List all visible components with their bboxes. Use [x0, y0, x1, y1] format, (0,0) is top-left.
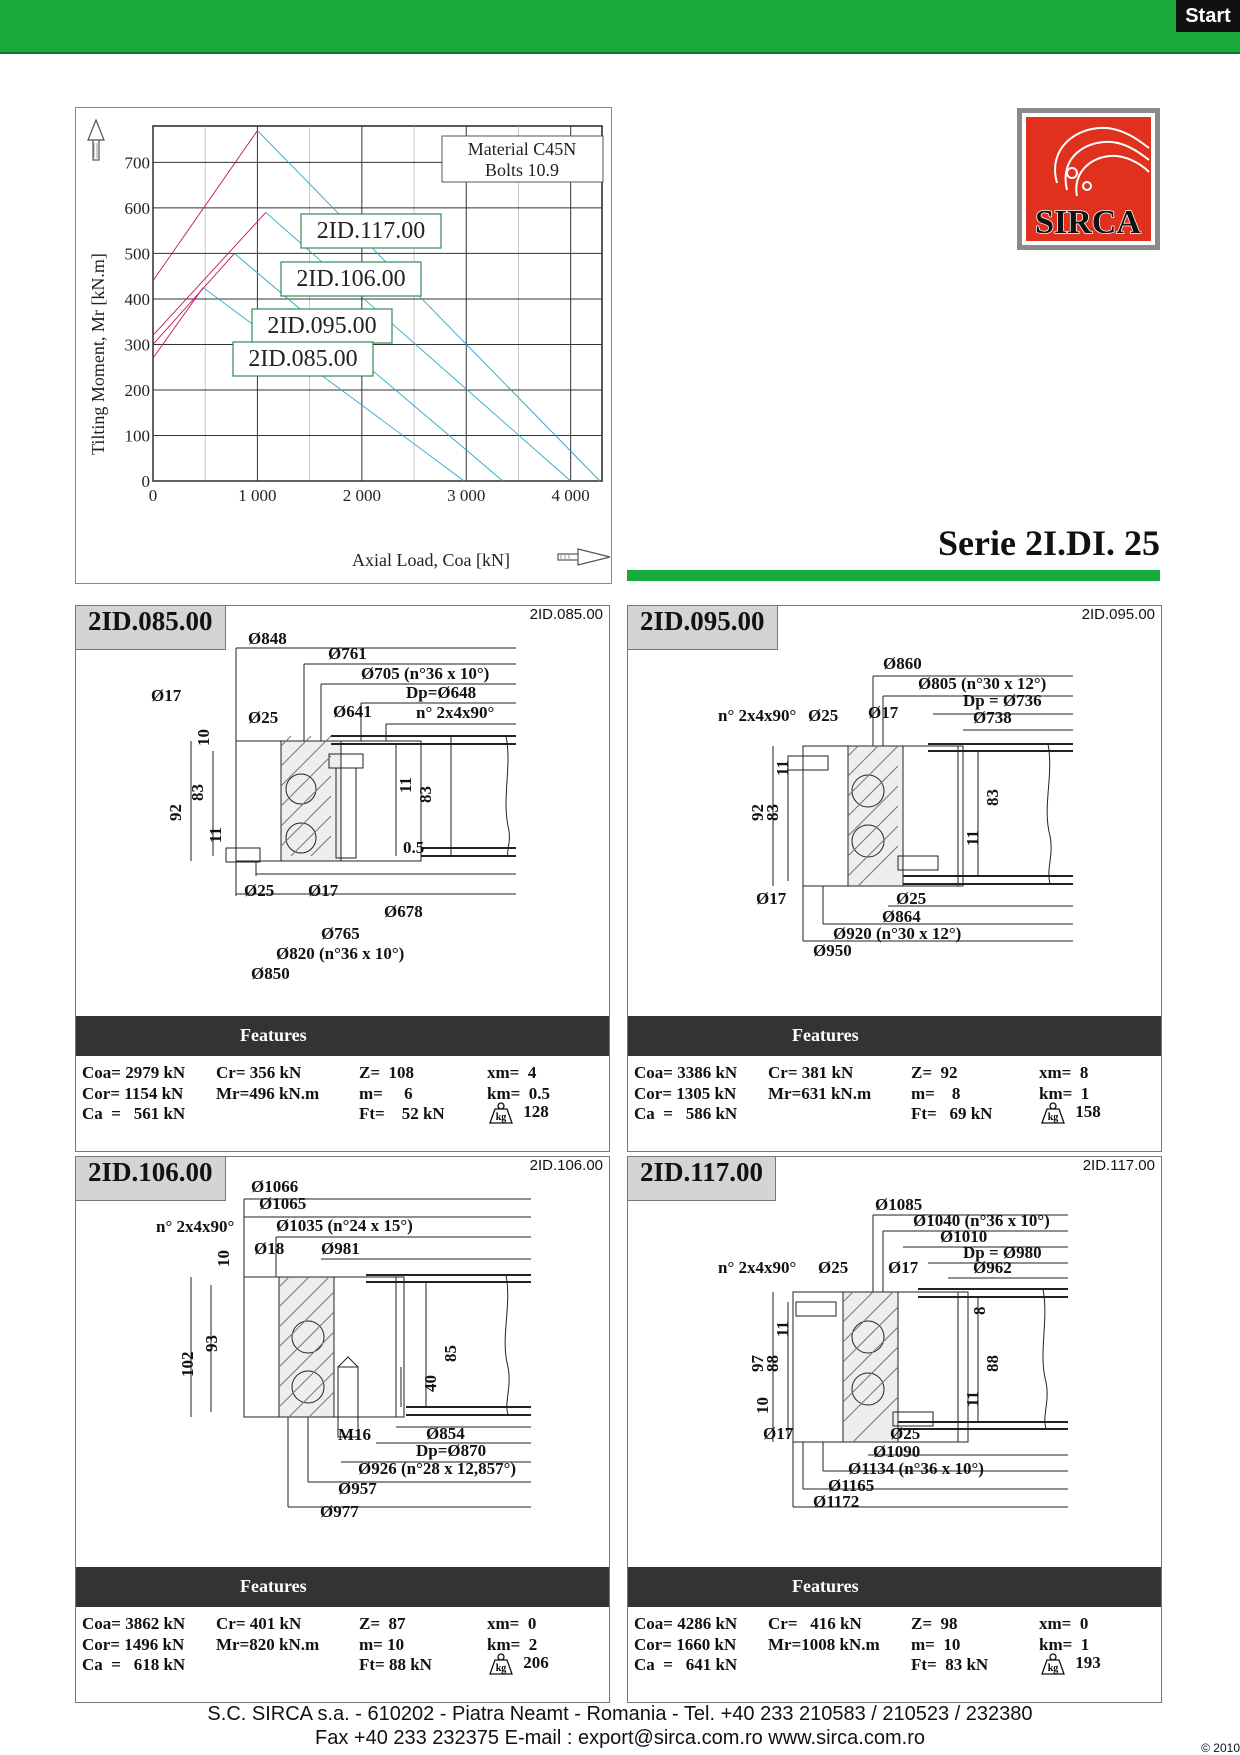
dimension-label: Ø17 — [756, 889, 787, 908]
dimension-label: 83 — [416, 786, 435, 803]
features-bar — [76, 1567, 609, 1607]
features-bar — [628, 1016, 1161, 1056]
dimension-label: Ø1134 (n°36 x 10°) — [848, 1459, 984, 1478]
spec-z: Z= 92 — [911, 1063, 958, 1082]
dimension-label: 97 — [748, 1355, 767, 1372]
dimension-label: Dp = Ø980 — [963, 1243, 1042, 1262]
dimension-label: 92 — [166, 804, 185, 821]
dimension-label: 0.5 — [403, 838, 425, 857]
dimension-label: Ø641 — [333, 702, 372, 721]
series-underline — [627, 570, 1160, 581]
panel-title: 2ID.106.00 — [76, 1157, 226, 1201]
dimension-label: Ø25 — [808, 706, 839, 725]
spec-cor: Cor= 1496 kN — [82, 1634, 185, 1654]
dimension-label: 10 — [214, 1250, 233, 1267]
load-chart-svg — [76, 108, 611, 583]
product-panel-2id106 — [75, 1156, 610, 1703]
weight — [487, 1102, 549, 1124]
dimension-label: Ø850 — [251, 964, 290, 983]
footer-address: S.C. SIRCA s.a. - 610202 - Piatra Neamt - Romania - Tel. +40 233 210583 / 210523 / 232380 — [207, 1703, 1033, 1725]
spec-m: m= 8 — [911, 1083, 961, 1103]
spec-z: Z= 98 — [911, 1614, 958, 1633]
spec-mr: Mr=1008 kN.m — [768, 1634, 880, 1654]
dimension-label: Ø18 — [254, 1239, 285, 1258]
spec-mr: Mr=631 kN.m — [768, 1083, 872, 1103]
spec-ft: Ft= 83 kN — [911, 1655, 989, 1674]
spec-ca: Ca = 618 kN — [82, 1655, 186, 1674]
y-tick-label: 600 — [124, 198, 150, 218]
x-tick-label: 0 — [148, 486, 158, 505]
series-title: Serie 2I.DI. 25 — [938, 523, 1160, 563]
y-tick-label: 400 — [124, 289, 150, 309]
dimension-label: 102 — [178, 1351, 197, 1377]
dimension-label: Ø860 — [883, 654, 922, 673]
dimension-label: Ø820 (n°36 x 10°) — [276, 944, 405, 963]
technical-drawing-2id117 — [628, 1157, 1161, 1567]
spec-km: km= 1 — [1039, 1083, 1090, 1103]
spec-km: km= 1 — [1039, 1634, 1090, 1654]
product-panel-2id117 — [627, 1156, 1162, 1703]
dimension-label: 11 — [773, 1320, 792, 1337]
dimension-label: Ø1090 — [873, 1442, 921, 1461]
spec-xm: xm= 8 — [1039, 1063, 1089, 1082]
dimension-label: Ø25 — [890, 1424, 921, 1443]
dimension-label: 10 — [753, 1397, 772, 1414]
dimension-label: Ø1010 — [940, 1227, 988, 1246]
logo-text: SIRCA — [1035, 204, 1141, 241]
spec-z: Z= 87 — [359, 1614, 406, 1633]
spec-cr: Cr= 356 kN — [216, 1063, 302, 1082]
series-label: 2ID.106.00 — [296, 266, 406, 292]
dimension-label: 40 — [421, 1375, 440, 1392]
dimension-label: Ø926 (n°28 x 12,857°) — [358, 1459, 517, 1478]
dimension-label: Ø1035 (n°24 x 15°) — [276, 1216, 413, 1235]
footer — [0, 1702, 1240, 1750]
y-tick-label: 700 — [124, 153, 150, 173]
spec-coa: Coa= 3386 kN — [634, 1063, 738, 1082]
weight-icon — [487, 1653, 515, 1675]
weight-icon — [1039, 1102, 1067, 1124]
dimension-label: n° 2x4x90° — [416, 703, 495, 722]
spec-ca: Ca = 641 kN — [634, 1655, 738, 1674]
technical-drawing-2id085 — [76, 606, 609, 1016]
spec-xm: xm= 0 — [1039, 1614, 1089, 1633]
weight-value: 206 — [523, 1653, 549, 1672]
dimension-label: Dp = Ø736 — [963, 691, 1042, 710]
dimension-label: n° 2x4x90° — [156, 1217, 235, 1236]
dimension-label: Ø1165 — [828, 1476, 875, 1495]
dimension-label: Ø678 — [384, 902, 423, 921]
spec-ft: Ft= 88 kN — [359, 1655, 432, 1674]
y-tick-label: 100 — [124, 426, 150, 446]
x-tick-label: 3 000 — [447, 486, 486, 505]
features-label: Features — [792, 1025, 859, 1045]
dimension-label: 11 — [773, 759, 792, 776]
dimension-label: Ø950 — [813, 941, 852, 960]
dimension-label: Ø17 — [151, 686, 182, 705]
spec-mr: Mr=820 kN.m — [216, 1634, 320, 1654]
spec-cr: Cr= 401 kN — [216, 1614, 302, 1633]
dimension-label: M16 — [338, 1425, 372, 1444]
spec-m: m= 10 — [911, 1634, 961, 1654]
weight-value: 128 — [523, 1102, 549, 1121]
spec-cr: Cr= 381 kN — [768, 1063, 854, 1082]
spec-ft: Ft= 52 kN — [359, 1104, 445, 1123]
top-bar — [0, 0, 1240, 54]
chart-xlabel: Axial Load, Coa [kN] — [352, 550, 510, 570]
dimension-label: Ø17 — [308, 881, 339, 900]
spec-xm: xm= 0 — [487, 1614, 537, 1633]
dimension-label: Ø25 — [244, 881, 275, 900]
spec-m: m= 6 — [359, 1083, 413, 1103]
dimension-label: 11 — [963, 1390, 982, 1407]
y-tick-label: 300 — [124, 335, 150, 355]
dimension-label: Ø705 (n°36 x 10°) — [361, 664, 490, 683]
svg-text:kg: kg — [1047, 1112, 1059, 1124]
y-tick-label: 0 — [141, 472, 150, 491]
spec-m: m= 10 — [359, 1634, 405, 1654]
spec-km: km= 0.5 — [487, 1083, 551, 1103]
series-label: 2ID.085.00 — [248, 346, 358, 372]
dimension-label: 11 — [206, 826, 225, 843]
x-tick-label: 2 000 — [342, 486, 381, 505]
spec-z: Z= 108 — [359, 1063, 415, 1082]
weight — [1039, 1653, 1101, 1675]
dimension-label: Ø761 — [328, 644, 367, 663]
x-axis-arrow-icon — [558, 549, 610, 565]
dimension-label: 88 — [983, 1355, 1002, 1372]
series-label: 2ID.095.00 — [267, 313, 377, 339]
panel-title: 2ID.085.00 — [76, 606, 226, 650]
spec-ca: Ca = 586 kN — [634, 1104, 738, 1123]
panel-code: 2ID.085.00 — [529, 606, 603, 623]
panel-title: 2ID.117.00 — [628, 1157, 776, 1201]
svg-text:kg: kg — [495, 1112, 507, 1124]
x-tick-label: 1 000 — [238, 486, 277, 505]
dimension-label: Ø1040 (n°36 x 10°) — [913, 1211, 1050, 1230]
weight-value: 193 — [1075, 1653, 1101, 1672]
panel-code: 2ID.117.00 — [1082, 1157, 1155, 1174]
technical-drawing-2id106 — [76, 1157, 609, 1567]
dimension-label: 83 — [763, 804, 782, 821]
y-axis-arrow-icon — [88, 120, 104, 160]
features-bar — [628, 1567, 1161, 1607]
dimension-label: Ø848 — [248, 629, 287, 648]
dimension-label: Ø957 — [338, 1479, 377, 1498]
dimension-label: Ø920 (n°30 x 12°) — [833, 924, 962, 943]
chart-note-line2: Bolts 10.9 — [484, 160, 560, 180]
product-panel-2id085 — [75, 605, 610, 1152]
dimension-label: Ø864 — [882, 907, 921, 926]
dimension-label: Ø17 — [868, 703, 899, 722]
dimension-label: Ø854 — [426, 1424, 465, 1443]
dimension-label: 11 — [963, 829, 982, 846]
panel-code: 2ID.106.00 — [529, 1157, 603, 1174]
spec-km: km= 2 — [487, 1634, 538, 1654]
features-label: Features — [240, 1576, 307, 1596]
x-tick-label: 4 000 — [551, 486, 590, 505]
dimension-label: 8 — [970, 1306, 989, 1315]
dimension-label: Ø805 (n°30 x 12°) — [918, 674, 1047, 693]
load-chart — [75, 107, 612, 584]
dimension-label: Ø738 — [973, 708, 1012, 727]
dimension-label: Ø765 — [321, 924, 360, 943]
spec-cor: Cor= 1154 kN — [82, 1083, 184, 1103]
spec-ca: Ca = 561 kN — [82, 1104, 186, 1123]
dimension-label: Ø1172 — [813, 1492, 860, 1511]
weight-icon — [1039, 1653, 1067, 1675]
panel-title: 2ID.095.00 — [628, 606, 778, 650]
dimension-label: 85 — [441, 1345, 460, 1362]
dimension-label: 83 — [188, 784, 207, 801]
y-tick-label: 200 — [124, 380, 150, 400]
dimension-label: 88 — [763, 1355, 782, 1372]
dimension-label: Dp=Ø870 — [416, 1441, 487, 1460]
dimension-label: Ø977 — [320, 1502, 359, 1521]
dimension-label: Ø25 — [896, 889, 927, 908]
weight — [1039, 1102, 1101, 1124]
weight-value: 158 — [1075, 1102, 1101, 1121]
panel-code: 2ID.095.00 — [1081, 606, 1155, 623]
dimension-label: Ø981 — [321, 1239, 360, 1258]
weight-icon — [487, 1102, 515, 1124]
dimension-label: Ø17 — [763, 1424, 794, 1443]
product-panel-2id095 — [627, 605, 1162, 1152]
dimension-label: Ø1085 — [875, 1195, 923, 1214]
dimension-label: Ø962 — [973, 1258, 1012, 1277]
footer-contact: Fax +40 233 232375 E-mail : export@sirca.com.ro www.sirca.com.ro — [315, 1727, 925, 1749]
sirca-logo — [1017, 108, 1160, 250]
dimension-label: Ø1065 — [259, 1194, 307, 1213]
chart-ylabel: Tilting Moment, Mr [kN.m] — [88, 253, 108, 455]
dimension-label: 10 — [194, 729, 213, 746]
dimension-label: Ø17 — [888, 1258, 919, 1277]
svg-text:kg: kg — [495, 1663, 507, 1675]
spec-ft: Ft= 69 kN — [911, 1104, 993, 1123]
copyright: © 2010 — [1201, 1741, 1240, 1755]
series-label: 2ID.117.00 — [316, 218, 426, 244]
technical-drawing-2id095 — [628, 606, 1161, 1016]
y-tick-label: 500 — [124, 244, 150, 264]
weight — [487, 1653, 549, 1675]
dimension-label: 93 — [202, 1335, 221, 1352]
features-bar — [76, 1016, 609, 1056]
dimension-label: Ø25 — [248, 708, 279, 727]
spec-cr: Cr= 416 kN — [768, 1614, 862, 1633]
spec-mr: Mr=496 kN.m — [216, 1083, 320, 1103]
features-label: Features — [792, 1576, 859, 1596]
spec-coa: Coa= 3862 kN — [82, 1614, 186, 1633]
chart-note-line1: Material C45N — [467, 139, 577, 159]
spec-cor: Cor= 1660 kN — [634, 1634, 737, 1654]
spec-cor: Cor= 1305 kN — [634, 1083, 737, 1103]
dimension-label: Ø1066 — [251, 1177, 299, 1196]
dimension-label: Ø25 — [818, 1258, 849, 1277]
dimension-label: 83 — [983, 789, 1002, 806]
svg-text:kg: kg — [1047, 1663, 1059, 1675]
start-button[interactable]: Start — [1176, 0, 1240, 32]
dimension-label: n° 2x4x90° — [718, 1258, 797, 1277]
spec-xm: xm= 4 — [487, 1063, 537, 1082]
dimension-label: 11 — [396, 776, 415, 793]
features-label: Features — [240, 1025, 307, 1045]
spec-coa: Coa= 4286 kN — [634, 1614, 738, 1633]
dimension-label: 92 — [748, 804, 767, 821]
dimension-label: Dp=Ø648 — [406, 683, 477, 702]
dimension-label: n° 2x4x90° — [718, 706, 797, 725]
spec-coa: Coa= 2979 kN — [82, 1063, 186, 1082]
